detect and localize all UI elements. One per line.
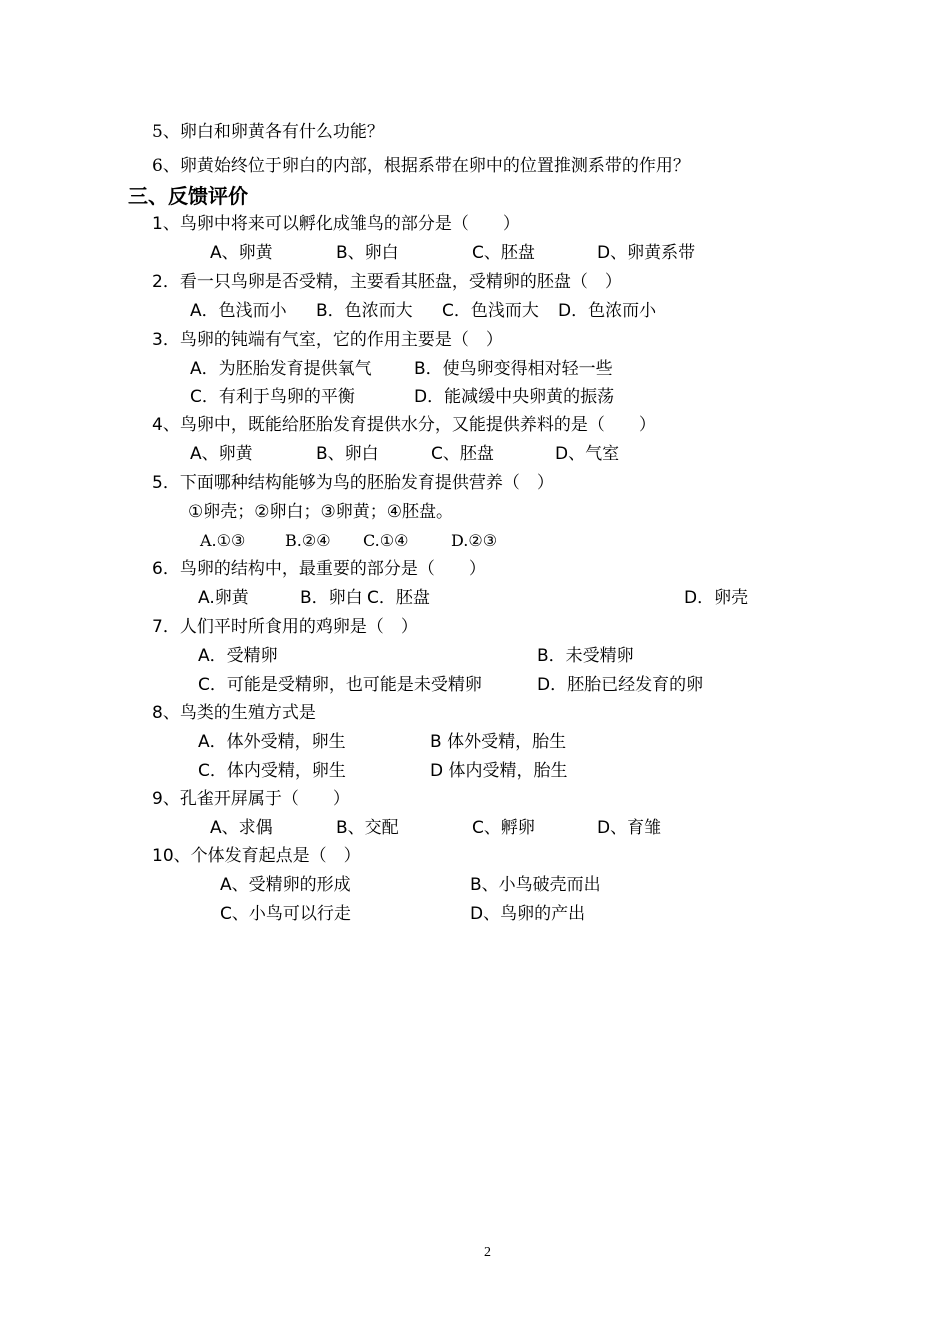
q4-option-a: A、卵黄 — [190, 444, 253, 464]
q5-stem: 5．下面哪种结构能够为鸟的胚胎发育提供营养（ ） — [152, 473, 554, 493]
q6-stem: 6．鸟卵的结构中，最重要的部分是（ ） — [152, 559, 486, 579]
q2-option-c: C．色浅而大 — [442, 301, 539, 321]
q1-option-a: A、卵黄 — [210, 243, 273, 263]
page-number: 2 — [484, 1245, 491, 1260]
q7-option-b: B．未受精卵 — [537, 646, 634, 666]
q5-option-b: B.②④ — [285, 531, 331, 550]
q6-option-d: D．卵壳 — [684, 588, 749, 608]
q3-stem: 3．鸟卵的钝端有气室，它的作用主要是（ ） — [152, 330, 503, 350]
q3-option-b: B．使鸟卵变得相对轻一些 — [414, 359, 613, 379]
q5-option-c: C.①④ — [363, 531, 409, 550]
q10-option-c: C、小鸟可以行走 — [220, 904, 351, 924]
q9-option-a: A、求偶 — [210, 818, 273, 838]
q7-option-c: C．可能是受精卵，也可能是未受精卵 — [198, 675, 482, 695]
q5-option-a: A.①③ — [200, 531, 246, 550]
q2-option-a: A．色浅而小 — [190, 301, 287, 321]
q6-option-b: B．卵白 — [300, 588, 363, 608]
q10-option-a: A、受精卵的形成 — [220, 875, 351, 895]
q2-option-b: B．色浓而大 — [316, 301, 413, 321]
q3-option-c: C．有利于鸟卵的平衡 — [190, 387, 355, 407]
q8-option-d: D 体内受精，胎生 — [430, 761, 568, 781]
q8-stem: 8、鸟类的生殖方式是 — [152, 703, 316, 723]
intro-question-6: 6、卵黄始终位于卵白的内部，根据系带在卵中的位置推测系带的作用？ — [152, 156, 690, 176]
q6-option-a: A.卵黄 — [198, 588, 249, 608]
q9-option-d: D、育雏 — [597, 818, 662, 838]
q9-option-c: C、孵卵 — [472, 818, 535, 838]
q4-option-b: B、卵白 — [316, 444, 379, 464]
q1-option-b: B、卵白 — [336, 243, 399, 263]
q10-option-d: D、鸟卵的产出 — [470, 904, 586, 924]
q10-stem: 10、个体发育起点是（ ） — [152, 846, 361, 866]
q5-option-d: D.②③ — [451, 531, 498, 550]
q10-option-b: B、小鸟破壳而出 — [470, 875, 601, 895]
q7-stem: 7．人们平时所食用的鸡卵是（ ） — [152, 617, 418, 637]
q7-option-d: D．胚胎已经发育的卵 — [537, 675, 704, 695]
q8-option-b: B 体外受精，胎生 — [430, 732, 567, 752]
q9-stem: 9、孔雀开屏属于（ ） — [152, 789, 350, 809]
q9-option-b: B、交配 — [336, 818, 399, 838]
q8-option-c: C．体内受精，卵生 — [198, 761, 346, 781]
q3-option-d: D．能减缓中央卵黄的振荡 — [414, 387, 615, 407]
q7-option-a: A．受精卵 — [198, 646, 278, 666]
q8-option-a: A．体外受精，卵生 — [198, 732, 346, 752]
q1-option-c: C、胚盘 — [472, 243, 535, 263]
q2-option-d: D．色浓而小 — [558, 301, 657, 321]
q6-option-c: C．胚盘 — [367, 588, 430, 608]
intro-question-5: 5、卵白和卵黄各有什么功能？ — [152, 122, 384, 142]
q4-option-d: D、气室 — [555, 444, 620, 464]
q1-option-d: D、卵黄系带 — [597, 243, 696, 263]
q3-option-a: A．为胚胎发育提供氧气 — [190, 359, 372, 379]
q2-stem: 2．看一只鸟卵是否受精，主要看其胚盘，受精卵的胚盘（ ） — [152, 272, 622, 292]
q4-option-c: C、胚盘 — [431, 444, 494, 464]
q4-stem: 4、鸟卵中，既能给胚胎发育提供水分，又能提供养料的是（ ） — [152, 415, 656, 435]
section-title: 三、反馈评价 — [128, 184, 248, 208]
q1-stem: 1、鸟卵中将来可以孵化成雏鸟的部分是（ ） — [152, 214, 520, 234]
q5-structure-list: ①卵壳；②卵白；③卵黄；④胚盘。 — [188, 502, 453, 522]
